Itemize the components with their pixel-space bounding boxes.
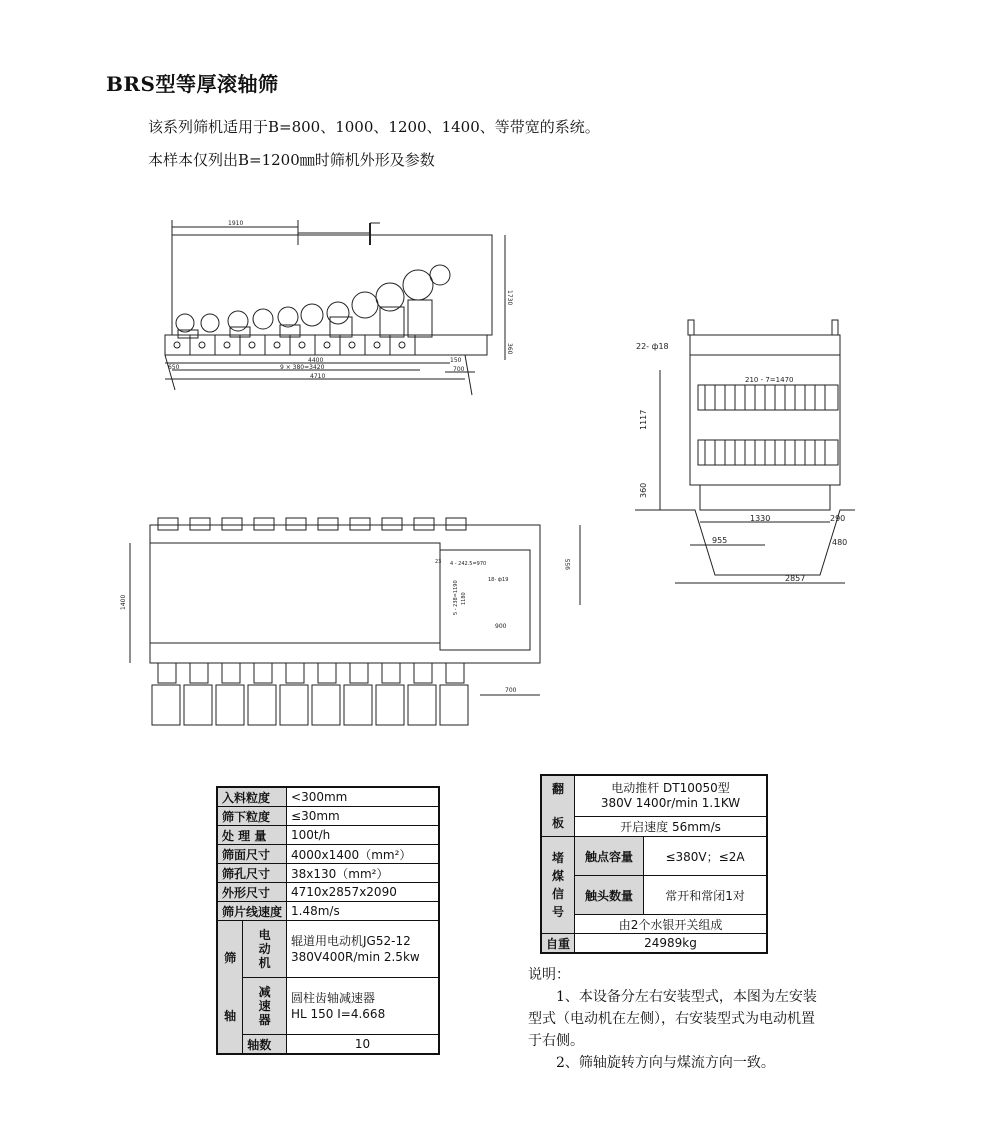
shaft-count-label: 轴数 (243, 1035, 287, 1055)
table-row (541, 817, 767, 837)
table-row (217, 921, 439, 978)
dim-2857: 2857 (785, 574, 806, 583)
base-frame (165, 335, 487, 355)
table-row (541, 837, 767, 876)
reducer-line-2: HL 150 Ⅰ=4.668 (291, 1007, 386, 1021)
dim-955-plan: 955 (565, 558, 572, 570)
plan-frame (150, 525, 540, 663)
mercury-switch: 由2个水银开关组成 (575, 915, 767, 934)
table-row (217, 978, 439, 1035)
top-gearbox-row (158, 518, 466, 530)
motor-row (176, 265, 450, 338)
dim-1117: 1117 (639, 409, 648, 430)
contact-count-label: 触头数量 (575, 876, 644, 915)
dim-150: 150 (450, 357, 462, 364)
table-row (217, 864, 439, 883)
shaft-count-value: 10 (287, 1035, 439, 1055)
flip-label-1: 翻 (552, 782, 565, 796)
page-title: BRS型等厚滚轴筛 (106, 72, 279, 96)
pusher-spec (575, 775, 767, 817)
table-row (541, 934, 767, 954)
motor-label: 电动机 (243, 921, 287, 978)
spec-value: 1.48m/s (287, 902, 439, 921)
dim-1400: 1400 (120, 594, 127, 610)
bottom-motor-row (152, 663, 468, 725)
table-row (217, 845, 439, 864)
base-cells (174, 335, 415, 355)
table-row (217, 902, 439, 921)
mark-23: 23 (435, 559, 442, 565)
table-row (217, 826, 439, 845)
contact-capacity-label: 触点容量 (575, 837, 644, 876)
dim-hole-pattern: 4 - 242.5=970 (450, 561, 487, 567)
spec-label: 筛面尺寸 (217, 845, 287, 864)
dim-650: 650 (168, 364, 180, 371)
dim-900: 900 (495, 623, 507, 630)
spec-label: 筛孔尺寸 (217, 864, 287, 883)
spec-label: 入料粒度 (217, 787, 287, 807)
screen-surface (150, 543, 440, 643)
motor-line-2: 380V400R/min 2.5kw (291, 950, 420, 964)
spec-value: 38x130（mm²） (287, 864, 439, 883)
plan-view-drawing (110, 515, 600, 735)
dim-480: 480 (832, 538, 848, 547)
intro-line-1: 该系列筛机适用于B=800、1000、1200、1400、等带宽的系统。 (148, 118, 600, 136)
spec-value: 100t/h (287, 826, 439, 845)
spec-value: ≤30mm (287, 807, 439, 826)
table-row (217, 1035, 439, 1055)
spec-label: 筛下粒度 (217, 807, 287, 826)
frame-outline (172, 235, 492, 335)
shaft-row-upper (698, 385, 838, 410)
flip-label (541, 775, 575, 837)
dim-700-plan: 700 (505, 687, 517, 694)
contact-count-value: 常开和常闭1对 (644, 876, 767, 915)
notes-item-2: 2、筛轴旋转方向与煤流方向一致。 (556, 1055, 775, 1071)
shaft-label-bottom: 轴 (224, 1009, 237, 1023)
reducer-spec (287, 978, 439, 1035)
spec-label: 筛片线速度 (217, 902, 287, 921)
table-row (541, 915, 767, 934)
spec-label: 处 理 量 (217, 826, 287, 845)
table-row (541, 876, 767, 915)
contact-capacity-value: ≤380V；≤2A (644, 837, 767, 876)
dim-1180: 1180 (461, 592, 467, 605)
flip-label-2: 板 (552, 816, 565, 830)
spec-table (216, 786, 440, 1055)
dim-holes-span: 210 - 7=1470 (745, 376, 794, 384)
weight-value: 24989kg (575, 934, 767, 954)
intro-line-2: 本样本仅列出B=1200㎜时筛机外形及参数 (148, 151, 435, 169)
table-row (217, 787, 439, 807)
spec-label: 外形尺寸 (217, 883, 287, 902)
dim-290: 290 (830, 514, 846, 523)
dim-pitch: 9 × 380=3420 (280, 364, 325, 371)
dim-1330: 1330 (750, 514, 771, 523)
table-row (217, 883, 439, 902)
shaft-row-lower (698, 440, 838, 465)
reducer-label: 减速器 (243, 978, 287, 1035)
dim-360-end: 360 (639, 482, 648, 498)
dim-955: 955 (712, 536, 728, 545)
pusher-line-1: 电动推杆 DT10050型 (611, 781, 730, 795)
dim-4400: 4400 (308, 357, 324, 364)
dim-1730: 1730 (506, 290, 513, 306)
open-speed: 开启速度 56mm/s (575, 817, 767, 837)
shaft-group-label (217, 921, 243, 1055)
flip-table (540, 774, 768, 954)
dim-holes: 22- ф18 (636, 342, 669, 351)
reducer-line-1: 圆柱齿轴减速器 (291, 991, 376, 1005)
weight-label: 自重 (541, 934, 575, 954)
notes (528, 964, 828, 1074)
foundation-pit (635, 510, 855, 575)
dim-4710: 4710 (310, 373, 326, 380)
dim-700: 700 (453, 366, 465, 373)
table-row (541, 775, 767, 817)
dim-holes-18: 18- ф19 (488, 577, 509, 583)
shaft-label-top: 筛 (224, 951, 237, 965)
motor-spec (287, 921, 439, 978)
table-row (217, 807, 439, 826)
pusher-line-2: 380V 1400r/min 1.1KW (600, 796, 741, 810)
spec-value: 4000x1400（mm²） (287, 845, 439, 864)
motor-line-1: 辊道用电动机JG52-12 (291, 934, 411, 948)
side-elevation-drawing (160, 215, 520, 400)
signal-label: 堵煤信号 (541, 837, 575, 934)
dim-1910: 1910 (228, 220, 244, 227)
dim-360: 360 (506, 343, 513, 355)
end-elevation-drawing (620, 315, 860, 595)
dim-5-238: 5 - 238=1190 (453, 580, 459, 615)
spec-value: <300mm (287, 787, 439, 807)
notes-item-1: 1、本设备分左右安装型式，本图为左安装型式（电动机在左侧），右安装型式为电动机置于右侧。 (528, 989, 817, 1049)
spec-value: 4710x2857x2090 (287, 883, 439, 902)
notes-heading: 说明： (528, 967, 570, 983)
